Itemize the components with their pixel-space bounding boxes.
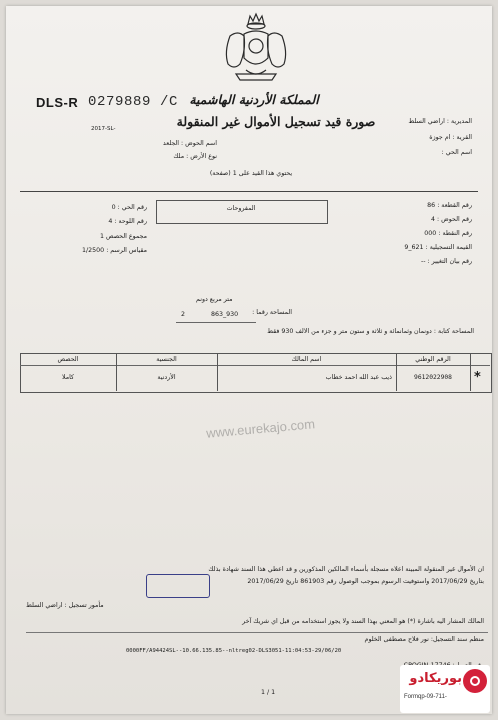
land-type: نوع الأرض : ملك [173, 153, 217, 160]
board-number: رقم اللوحة : 4 [108, 218, 147, 225]
area-dunum: 2 [181, 311, 186, 318]
change-statement: رقم بيان التغيير : -- [421, 258, 472, 265]
district: اسم الحي : [441, 149, 472, 156]
watermark: www.eurekajo.com [205, 416, 316, 441]
page-count-note: يحتوي هذا القيد على 1 (صفحة) [209, 170, 293, 177]
owner-nationality: الأردنية [157, 374, 176, 381]
buildings-label: المفروحات [226, 205, 256, 212]
point-number: رقم النقطة : 000 [424, 230, 472, 237]
form-code: 2017-SL- [91, 126, 116, 132]
issuer: منظم سند التسجيل: نور فلاح مصطفى الخلوم [364, 636, 484, 643]
neighborhood-number: رقم الحي : 0 [111, 204, 147, 211]
page-indicator: 1 / 1 [261, 689, 276, 696]
owner-share: كاملا [61, 374, 75, 381]
trace-line: 0000FF/A94424SL--10.66.135.85--nltreg02-DLS3051-11:04:53-29/06/20 [126, 648, 342, 654]
basin-name: اسم الحوض : الجلعد [162, 140, 217, 147]
map-scale: مقياس الرسم : 1/2500 [82, 247, 147, 254]
kingdom-title: المملكة الأردنية الهاشمية [189, 92, 319, 107]
document-page [6, 6, 492, 714]
owner-marker: * [474, 370, 481, 385]
brand-logo-icon [463, 669, 487, 693]
brand-name: بوريكادو [409, 671, 462, 686]
buildings-box [156, 200, 328, 224]
registrar-label: مأمور تسجيل : اراضي السلط [26, 602, 104, 609]
certification-line-1: ان الأموال غير المنقولة المبينة اعلاه مسجلة بأسماء المالكين المذكورين و قد اعطي هذا السند شهادة بذلك [208, 566, 484, 573]
area-units-header: متر مربع دونم [196, 296, 233, 303]
serial-number: 0279889 /C [88, 94, 179, 110]
owner-name: ذيب عبد الله احمد خطاب [325, 374, 392, 381]
area-sqm: 863_930 [211, 311, 239, 318]
village: القرية : ام جوزة [429, 134, 472, 141]
serial-prefix: DLS-R [36, 95, 79, 110]
owner-notice: المالك المشار اليه باشارة (*) هو المعني بهذا السند ولا يجوز استخدامه من قبل اي شريك آخر [242, 618, 484, 625]
area-written: المساحة كتابة : دونمان وثمانمائة و ثلاثة و ستون متر و جزء من الالف 930 فقط [267, 328, 474, 335]
brand-code: Formqp-09-711- [404, 694, 447, 700]
shares-total: مجموع الحصص 1 [99, 233, 147, 240]
certification-line-2: بتاريخ 2017/06/29 واستوفيت الرسوم بموجب الوصول رقم 861903 تاريخ 2017/06/29 [247, 578, 484, 585]
basin-number: رقم الحوض : 4 [431, 216, 472, 223]
plot-number: رقم القطعة : 86 [427, 202, 472, 209]
owners-header-national-id: الرقم الوطني [415, 356, 451, 363]
document-title: صورة قيد تسجيل الأموال غير المنقولة [176, 114, 376, 129]
owners-header-share: الحصص [57, 356, 79, 363]
brand-badge [400, 665, 490, 713]
coat-of-arms-emblem [216, 8, 296, 90]
owner-national-id: 9612022908 [414, 374, 452, 381]
owners-header-name: اسم المالك [291, 356, 322, 363]
area-numeric-label: المساحة رقما : [252, 309, 292, 316]
registered-value: القيمة التسجيلية : 621_9 [404, 244, 472, 251]
date-stamp [146, 574, 210, 598]
owners-header-nationality: الجنسية [156, 356, 177, 363]
directorate: المديرية : اراضي السلط [408, 118, 472, 125]
